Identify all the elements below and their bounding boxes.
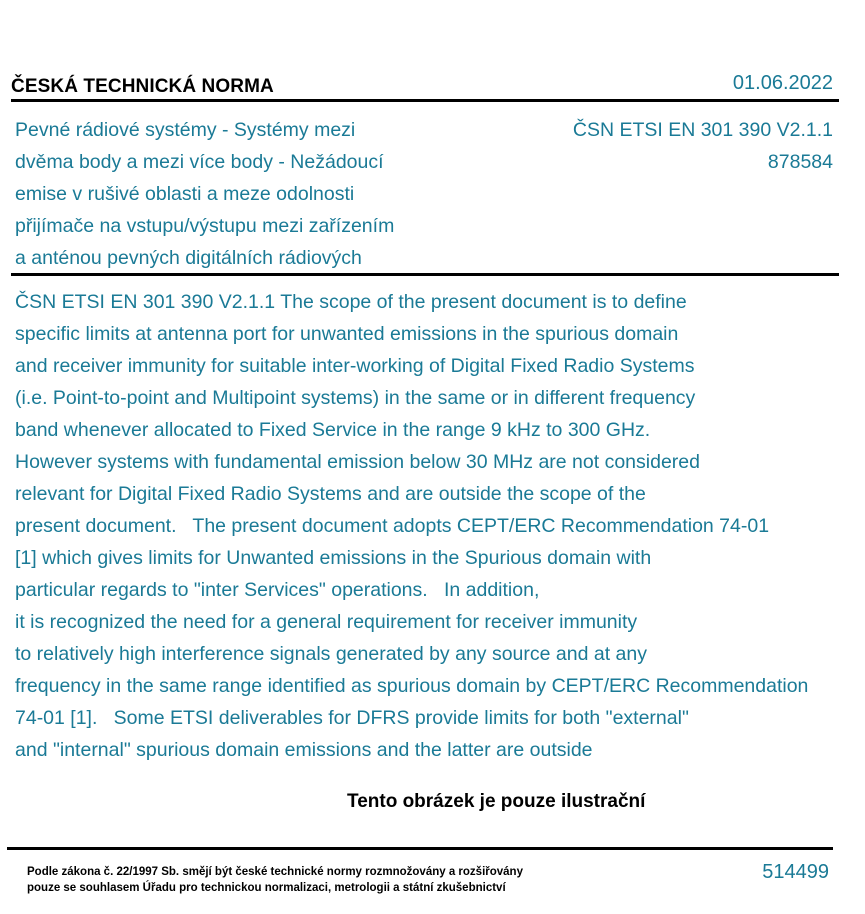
- abstract-line: and receiver immunity for suitable inter-working of Digital Fixed Radio Systems: [15, 355, 695, 377]
- illustration-disclaimer: Tento obrázek je pouze ilustrační: [347, 791, 646, 812]
- abstract-line: specific limits at antenna port for unwanted emissions in the spurious domain: [15, 323, 679, 345]
- abstract-line: particular regards to "inter Services" operations. In addition,: [15, 579, 540, 601]
- abstract-line: (i.e. Point-to-point and Multipoint systems) in the same or in different frequency: [15, 387, 696, 409]
- abstract-line: ČSN ETSI EN 301 390 V2.1.1 The scope of the present document is to define: [15, 291, 687, 313]
- subject-line: Pevné rádiové systémy - Systémy mezi: [15, 119, 356, 141]
- subject-title: [15, 114, 455, 274]
- subject-line: přijímače na vstupu/výstupu mezi zařízením: [15, 215, 395, 237]
- copyright-line: Podle zákona č. 22/1997 Sb. smějí být české technické normy rozmnožovány a rozšiřovány: [27, 866, 523, 878]
- abstract-line: [1] which gives limits for Unwanted emissions in the Spurious domain with: [15, 547, 652, 569]
- abstract-line: However systems with fundamental emission below 30 MHz are not considered: [15, 451, 700, 473]
- abstract-line: band whenever allocated to Fixed Service in the range 9 kHz to 300 GHz.: [15, 419, 651, 441]
- abstract-line: present document. The present document adopts CEPT/ERC Recommendation 74-01: [15, 515, 770, 537]
- designation-code: ČSN ETSI EN 301 390 V2.1.1: [572, 119, 833, 141]
- publication-date: 01.06.2022: [732, 72, 833, 94]
- standard-type-title: ČESKÁ TECHNICKÁ NORMA: [11, 76, 274, 97]
- abstract-text: [15, 286, 808, 766]
- footer-divider: [7, 847, 833, 850]
- abstract-line: and "internal" spurious domain emissions and the latter are outside: [15, 739, 593, 761]
- copyright-notice: [27, 864, 523, 896]
- abstract-line: frequency in the same range identified as spurious domain by CEPT/ERC Recommendation: [15, 675, 809, 697]
- abstract-line: it is recognized the need for a general requirement for receiver immunity: [15, 611, 638, 633]
- catalog-number: 878584: [767, 151, 833, 173]
- subject-divider: [11, 273, 839, 276]
- footer-document-number: 514499: [762, 861, 829, 883]
- standard-designation: [573, 114, 833, 178]
- header-divider: [11, 99, 839, 102]
- copyright-line: pouze se souhlasem Úřadu pro technickou normalizaci, metrologii a státní zkušebnictví: [27, 882, 506, 894]
- subject-line: dvěma body a mezi více body - Nežádoucí: [15, 151, 384, 173]
- abstract-line: relevant for Digital Fixed Radio Systems and are outside the scope of the: [15, 483, 646, 505]
- abstract-line: to relatively high interference signals generated by any source and at any: [15, 643, 647, 665]
- subject-line: emise v rušivé oblasti a meze odolnosti: [15, 183, 355, 205]
- subject-line: a anténou pevných digitálních rádiových: [15, 247, 362, 269]
- abstract-line: 74-01 [1]. Some ETSI deliverables for DFRS provide limits for both "external": [15, 707, 689, 729]
